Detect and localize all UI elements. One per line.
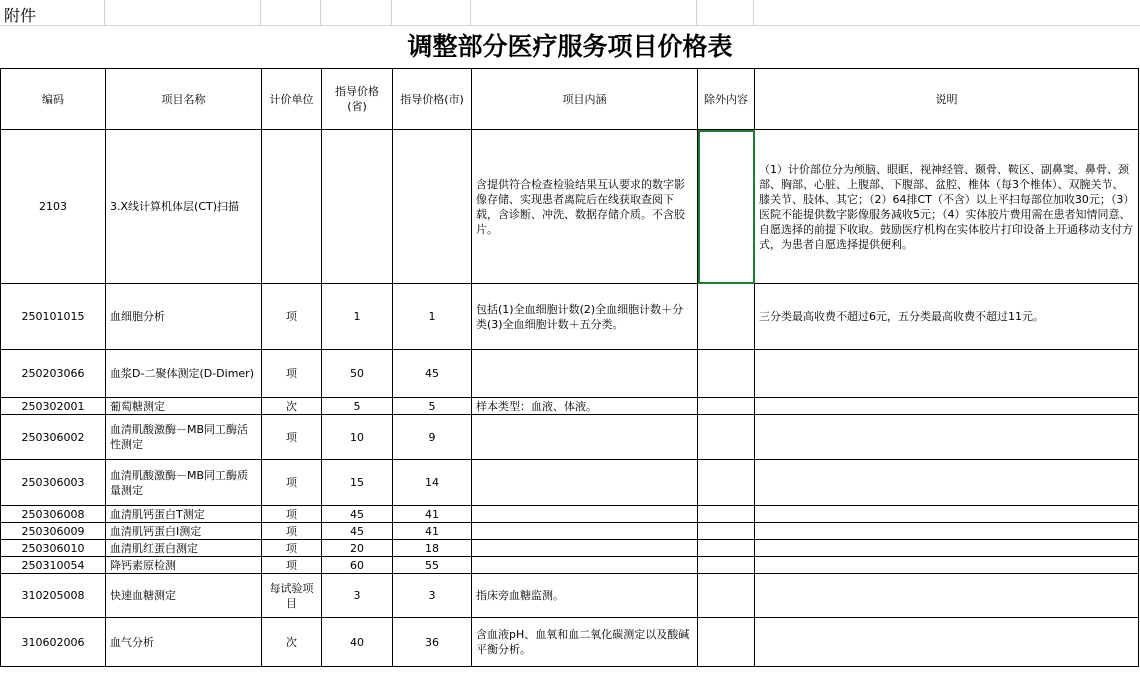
cell-note[interactable]: （1）计价部位分为颅脑、眼眶、视神经管、颞骨、鞍区、副鼻窦、鼻骨、颈部、胸部、心脏、上腹部、下腹部、盆腔、椎体（每3个椎体）、双腕关节、膝关节、肢体、其它；（2）64排CT（不含）以上平扫每部位加收30元；（3）医院不能提供数字影像服务减收5元；（4）实体胶片费用需在患者知情同意、自愿选择的前提下收取。鼓励医疗机构在实体胶片打印设备上开通移动支付方式，为患者自愿选择提供便利。 bbox=[755, 130, 1139, 284]
cell-name[interactable]: 血气分析 bbox=[106, 618, 262, 667]
cell-exclude[interactable] bbox=[698, 350, 755, 398]
cell-name[interactable]: 血浆D-二聚体测定(D-Dimer) bbox=[106, 350, 262, 398]
header-code[interactable]: 编码 bbox=[1, 69, 106, 130]
cell-content[interactable] bbox=[472, 557, 698, 574]
cell-code[interactable]: 250306009 bbox=[1, 523, 106, 540]
cell-content[interactable] bbox=[472, 506, 698, 523]
cell-price-city[interactable]: 45 bbox=[393, 350, 472, 398]
cell-price-city[interactable]: 14 bbox=[393, 460, 472, 506]
cell-exclude[interactable] bbox=[698, 574, 755, 618]
cell-exclude[interactable] bbox=[698, 540, 755, 557]
cell-content[interactable] bbox=[472, 350, 698, 398]
cell-note[interactable] bbox=[755, 540, 1139, 557]
cell-code[interactable]: 250310054 bbox=[1, 557, 106, 574]
cell-unit[interactable]: 项 bbox=[262, 284, 322, 350]
header-price-province[interactable]: 指导价格(省) bbox=[322, 69, 393, 130]
table-row bbox=[1, 574, 1139, 618]
cell-code[interactable]: 310205008 bbox=[1, 574, 106, 618]
cell-name[interactable]: 3.X线计算机体层(CT)扫描 bbox=[106, 130, 262, 284]
cell-exclude[interactable] bbox=[698, 398, 755, 415]
cell-code[interactable]: 250306002 bbox=[1, 415, 106, 460]
cell-price-city[interactable]: 3 bbox=[393, 574, 472, 618]
cell-price-province[interactable]: 60 bbox=[322, 557, 393, 574]
header-row bbox=[1, 69, 1139, 130]
header-exclude[interactable]: 除外内容 bbox=[698, 69, 755, 130]
price-table bbox=[0, 68, 1139, 667]
cell-price-province[interactable]: 45 bbox=[322, 506, 393, 523]
cell-content[interactable]: 含提供符合检查检验结果互认要求的数字影像存储、实现患者离院后在线获取查阅下载，含诊断、冲洗、数据存储介质。不含胶片。 bbox=[472, 130, 698, 284]
cell-exclude[interactable] bbox=[698, 460, 755, 506]
cell-price-province[interactable] bbox=[322, 130, 393, 284]
cell-code[interactable]: 310602006 bbox=[1, 618, 106, 667]
cell-name[interactable]: 降钙素原检测 bbox=[106, 557, 262, 574]
cell-unit[interactable]: 项 bbox=[262, 523, 322, 540]
table-row bbox=[1, 618, 1139, 667]
cell-exclude[interactable] bbox=[698, 284, 755, 350]
cell-price-city[interactable]: 41 bbox=[393, 523, 472, 540]
cell-code[interactable]: 250302001 bbox=[1, 398, 106, 415]
cell-unit[interactable]: 项 bbox=[262, 557, 322, 574]
cell-price-city[interactable]: 55 bbox=[393, 557, 472, 574]
cell-price-province[interactable]: 50 bbox=[322, 350, 393, 398]
cell-note[interactable] bbox=[755, 415, 1139, 460]
cell-note[interactable] bbox=[755, 618, 1139, 667]
cell-exclude-selected[interactable] bbox=[698, 130, 755, 284]
cell-price-province[interactable]: 10 bbox=[322, 415, 393, 460]
table-row bbox=[1, 506, 1139, 523]
cell-price-city[interactable]: 41 bbox=[393, 506, 472, 523]
annex-label[interactable]: 附件 bbox=[4, 6, 37, 25]
cell-code[interactable]: 250101015 bbox=[1, 284, 106, 350]
cell-exclude[interactable] bbox=[698, 415, 755, 460]
cell-name[interactable]: 血细胞分析 bbox=[106, 284, 262, 350]
table-row bbox=[1, 284, 1139, 350]
cell-code[interactable]: 250306010 bbox=[1, 540, 106, 557]
cell-exclude[interactable] bbox=[698, 618, 755, 667]
header-note[interactable]: 说明 bbox=[755, 69, 1139, 130]
cell-code[interactable]: 250306003 bbox=[1, 460, 106, 506]
cell-note[interactable]: 三分类最高收费不超过6元，五分类最高收费不超过11元。 bbox=[755, 284, 1139, 350]
cell-price-province[interactable]: 15 bbox=[322, 460, 393, 506]
table-row bbox=[1, 557, 1139, 574]
cell-code[interactable]: 250306008 bbox=[1, 506, 106, 523]
cell-content[interactable]: 指床旁血糖监测。 bbox=[472, 574, 698, 618]
cell-unit[interactable]: 项 bbox=[262, 350, 322, 398]
cell-unit[interactable]: 项 bbox=[262, 460, 322, 506]
cell-name[interactable]: 葡萄糖测定 bbox=[106, 398, 262, 415]
table-row bbox=[1, 523, 1139, 540]
cell-name[interactable]: 血清肌钙蛋白T测定 bbox=[106, 506, 262, 523]
cell-price-province[interactable]: 3 bbox=[322, 574, 393, 618]
cell-unit[interactable]: 次 bbox=[262, 398, 322, 415]
cell-content[interactable] bbox=[472, 460, 698, 506]
cell-note[interactable] bbox=[755, 506, 1139, 523]
table-row bbox=[1, 350, 1139, 398]
cell-note[interactable] bbox=[755, 350, 1139, 398]
header-price-city[interactable]: 指导价格(市) bbox=[393, 69, 472, 130]
cell-price-city[interactable]: 1 bbox=[393, 284, 472, 350]
cell-price-province[interactable]: 20 bbox=[322, 540, 393, 557]
cell-name[interactable]: 血清肌红蛋白测定 bbox=[106, 540, 262, 557]
cell-exclude[interactable] bbox=[698, 557, 755, 574]
cell-content[interactable] bbox=[472, 540, 698, 557]
table-row bbox=[1, 415, 1139, 460]
cell-price-city[interactable]: 18 bbox=[393, 540, 472, 557]
table-row bbox=[1, 398, 1139, 415]
cell-note[interactable] bbox=[755, 523, 1139, 540]
cell-name[interactable]: 快速血糖测定 bbox=[106, 574, 262, 618]
cell-code[interactable]: 250203066 bbox=[1, 350, 106, 398]
cell-name[interactable]: 血清肌酸激酶－MB同工酶活性测定 bbox=[106, 415, 262, 460]
cell-unit[interactable]: 项 bbox=[262, 415, 322, 460]
cell-content[interactable]: 含血液pH、血氧和血二氧化碳测定以及酸碱平衡分析。 bbox=[472, 618, 698, 667]
page-title[interactable]: 调整部分医疗服务项目价格表 bbox=[407, 32, 733, 61]
cell-unit[interactable] bbox=[262, 130, 322, 284]
cell-exclude[interactable] bbox=[698, 506, 755, 523]
table-row bbox=[1, 460, 1139, 506]
cell-content[interactable]: 包括(1)全血细胞计数(2)全血细胞计数＋分类(3)全血细胞计数＋五分类。 bbox=[472, 284, 698, 350]
cell-note[interactable] bbox=[755, 574, 1139, 618]
cell-content[interactable]: 样本类型：血液、体液。 bbox=[472, 398, 698, 415]
cell-unit[interactable]: 次 bbox=[262, 618, 322, 667]
cell-content[interactable] bbox=[472, 415, 698, 460]
cell-price-city[interactable]: 9 bbox=[393, 415, 472, 460]
cell-note[interactable] bbox=[755, 460, 1139, 506]
cell-note[interactable] bbox=[755, 398, 1139, 415]
cell-note[interactable] bbox=[755, 557, 1139, 574]
header-unit[interactable]: 计价单位 bbox=[262, 69, 322, 130]
cell-unit[interactable]: 项 bbox=[262, 506, 322, 523]
cell-price-city[interactable]: 36 bbox=[393, 618, 472, 667]
cell-unit[interactable]: 项 bbox=[262, 540, 322, 557]
table-row bbox=[1, 130, 1139, 284]
cell-price-province[interactable]: 1 bbox=[322, 284, 393, 350]
cell-name[interactable]: 血清肌钙蛋白Ⅰ测定 bbox=[106, 523, 262, 540]
cell-name[interactable]: 血清肌酸激酶－MB同工酶质量测定 bbox=[106, 460, 262, 506]
cell-exclude[interactable] bbox=[698, 523, 755, 540]
cell-price-province[interactable]: 5 bbox=[322, 398, 393, 415]
cell-price-city[interactable]: 5 bbox=[393, 398, 472, 415]
cell-price-province[interactable]: 40 bbox=[322, 618, 393, 667]
table-row bbox=[1, 540, 1139, 557]
cell-price-province[interactable]: 45 bbox=[322, 523, 393, 540]
header-name[interactable]: 项目名称 bbox=[106, 69, 262, 130]
cell-code[interactable]: 2103 bbox=[1, 130, 106, 284]
cell-price-city[interactable] bbox=[393, 130, 472, 284]
cell-unit[interactable]: 每试验项目 bbox=[262, 574, 322, 618]
header-content[interactable]: 项目内涵 bbox=[472, 69, 698, 130]
cell-content[interactable] bbox=[472, 523, 698, 540]
